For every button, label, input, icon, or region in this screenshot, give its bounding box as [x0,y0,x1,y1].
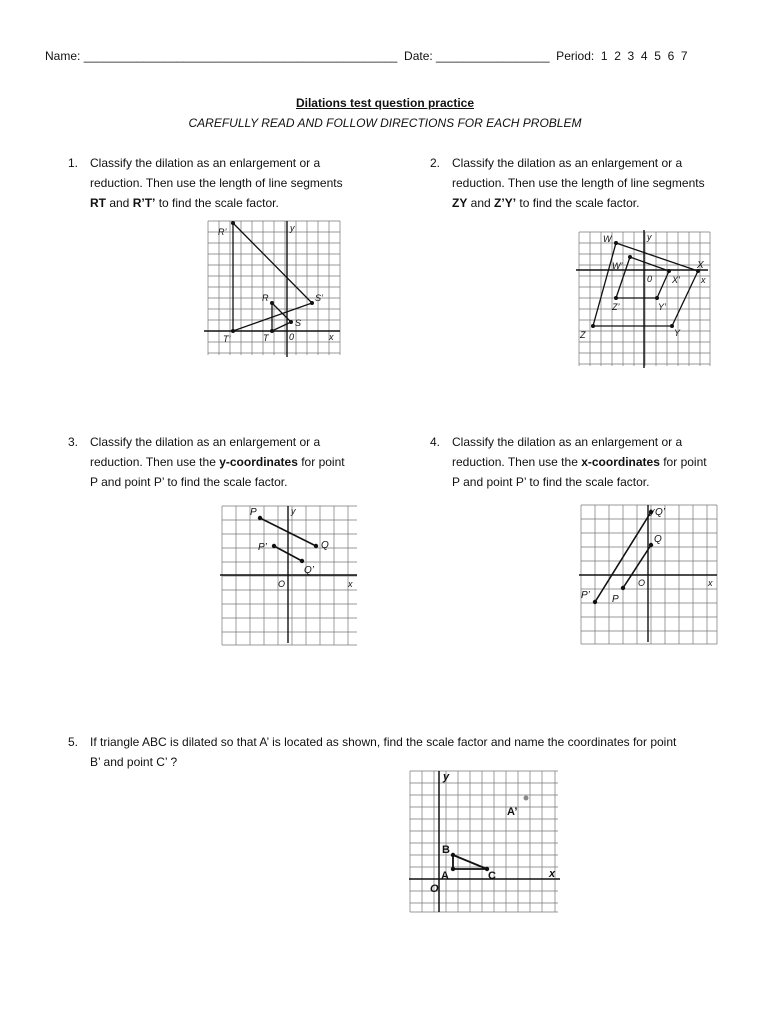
header-line [45,49,688,63]
question-line [452,452,707,472]
label-t-prime: T’ [223,334,231,344]
question-line: reduction. Then use the length of line segments [452,176,705,190]
question-line [452,193,705,213]
label-origin: 0 [647,274,653,284]
label-origin: 0 [289,332,295,342]
question-line: Classify the dilation as an enlargement or a [452,156,683,170]
graph-2 [574,228,714,370]
period-label: Period: 1 2 3 4 5 6 7 [549,49,688,63]
question-1 [68,153,408,213]
label-r: R [262,293,269,303]
label-q: Q [321,540,329,551]
question-line [90,452,345,472]
question-line: Classify the dilation as an enlargement or a [90,435,321,449]
page-subtitle: CAREFULLY READ AND FOLLOW DIRECTIONS FOR EACH PROBLEM [188,116,582,130]
page-title: Dilations test question practice [295,96,475,110]
point-s-prime [310,301,314,305]
question-5 [68,732,748,772]
label-x-axis: x [329,332,334,342]
point-q [314,544,318,548]
label-p-prime: P’ [581,590,590,601]
label-y-axis: y [647,232,652,242]
label-b: B [442,844,450,856]
point-t-prime [231,329,235,333]
label-origin: O [638,578,646,588]
label-x-point: X [697,260,704,271]
label-s: S [295,318,302,328]
label-x-prime: X’ [672,275,681,285]
point-y-prime [655,296,659,300]
point-w-prime [628,255,632,259]
label-origin: O [278,579,286,589]
point-p-prime [593,600,597,604]
label-s-prime: S’ [315,293,324,303]
point-r [270,301,274,305]
label-z: Z [580,330,586,340]
label-x-axis: x [701,275,706,285]
segment-label: RT [90,196,106,210]
question-line: Classify the dilation as an enlargement or a [452,435,683,449]
label-c: C [488,870,496,882]
label-t: T [263,333,269,343]
point-s [289,320,293,324]
label-p: P [250,507,257,518]
label-y-axis: y [650,506,655,516]
name-label: Name: [45,49,84,63]
label-a-prime: A’ [507,806,518,818]
question-text: reduction. Then use the [452,455,582,469]
graph-1 [200,215,345,360]
question-line: reduction. Then use the length of line segments [90,176,343,190]
point-p-prime [272,544,276,548]
label-r-prime: R’ [218,227,227,237]
question-line: P and point P’ to find the scale factor. [452,475,650,489]
parallelogram-preimage [616,257,669,298]
label-y-point: Y [674,328,681,338]
point-r-prime [231,221,235,225]
label-x-axis: x [549,868,556,880]
question-2 [430,153,750,213]
question-line: If triangle ABC is dilated so that A’ is located as shown, find the scale factor and name the coordinates for point [90,735,677,749]
question-text: for point [659,455,707,469]
segment-label: Z’Y’ [494,196,517,210]
point-a [451,867,455,871]
question-text: reduction. Then use the [90,455,220,469]
label-a: A [441,870,449,882]
axes [220,506,357,643]
question-text: to find the scale factor. [155,196,279,210]
label-w: W [603,234,612,244]
question-4 [430,432,750,492]
point-z-prime [614,296,618,300]
question-text: and [467,196,495,210]
label-y-axis: y [290,223,295,233]
question-line: P and point P’ to find the scale factor. [90,475,288,489]
point-b [451,853,455,857]
label-y-axis: y [443,771,450,783]
question-line: Classify the dilation as an enlargement or a [90,156,321,170]
keyword: y-coordinates [219,455,298,469]
label-q: Q [654,534,662,545]
date-label: Date: [397,49,437,63]
point-q-prime [300,559,304,563]
point-a-prime [524,796,529,801]
keyword: x-coordinates [581,455,660,469]
label-p-prime: P’ [258,542,267,553]
graph-3 [217,503,360,648]
point-x-prime [667,269,671,273]
name-blank[interactable]: _______________________________________________ [83,49,398,63]
label-q-prime: Q’ [304,565,314,576]
label-x-axis: x [348,579,353,589]
point-p [621,586,625,590]
point-q [649,543,653,547]
label-y-axis: y [291,506,296,516]
question-number: 2. [430,156,441,170]
question-number: 4. [430,435,441,449]
label-x-axis: x [708,578,713,588]
point-z [591,324,595,328]
question-line: B’ and point C’ ? [90,755,178,769]
figures [233,223,312,331]
question-text: and [106,196,133,210]
label-z-prime: Z’ [612,302,620,312]
point-p [258,516,262,520]
point-t [270,329,274,333]
segment-label: ZY [452,196,468,210]
axes [576,230,708,368]
label-p: P [612,594,619,605]
question-number: 1. [68,156,79,170]
date-blank[interactable]: _________________ [436,49,550,63]
label-w-prime: W’ [612,261,623,271]
triangle-preimage [272,303,291,331]
question-number: 5. [68,735,79,749]
label-y-prime: Y’ [658,302,667,312]
axes [579,505,717,642]
parallelogram-image [593,243,698,326]
point-w [614,241,618,245]
graph-5 [405,768,562,914]
graph-4 [577,502,720,647]
question-text: to find the scale factor. [516,196,640,210]
question-number: 3. [68,435,79,449]
question-text: for point [297,455,345,469]
figures [593,243,698,326]
label-origin: O [430,883,439,895]
segment-label: R’T’ [132,196,156,210]
question-line [90,193,343,213]
question-3 [68,432,408,492]
label-q-prime: Q’ [655,507,665,518]
